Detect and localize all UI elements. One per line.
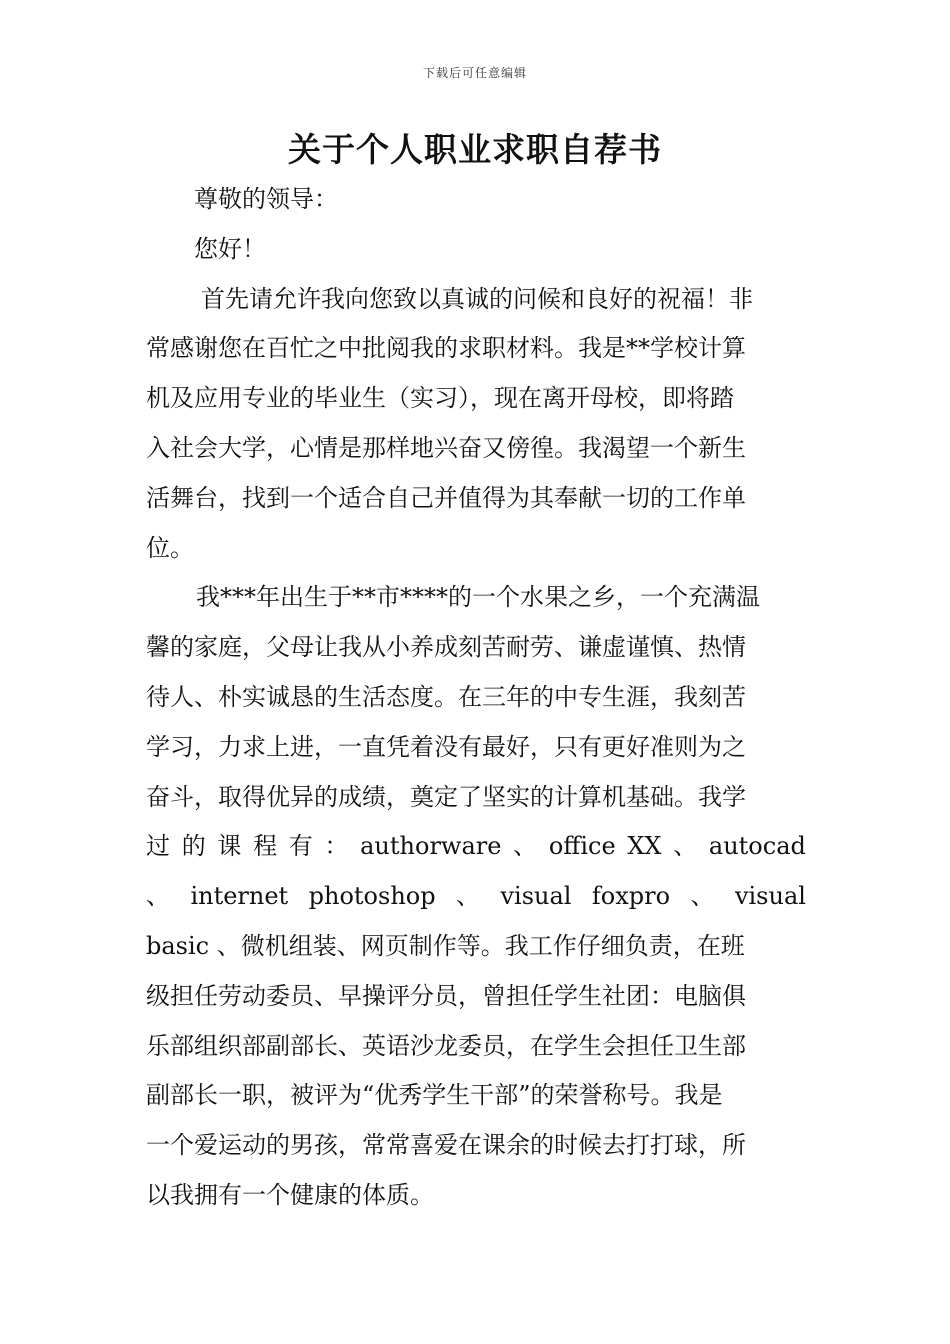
course-token: ：	[324, 832, 349, 861]
salutation: 尊敬的领导：	[194, 185, 338, 213]
paragraph-line: 我***年出生于**市****的一个水果之乡，一个充满温	[196, 583, 760, 612]
courses-line-2	[146, 872, 806, 922]
header-note: 下载后可任意编辑	[422, 66, 527, 80]
paragraph-line: 乐部组织部副部长、英语沙龙委员，在学生会担任卫生部	[146, 1031, 746, 1060]
paragraph-line: 位。	[146, 533, 194, 562]
paragraph-line: 常感谢您在百忙之中批阅我的求职材料。我是**学校计算	[146, 334, 746, 363]
document-title: 关于个人职业求职自荐书	[288, 130, 662, 169]
course-token: 、	[690, 882, 715, 911]
course-token: office	[548, 832, 616, 861]
paragraph-line: 馨的家庭，父母让我从小养成刻苦耐劳、谦虚谨慎、热情	[146, 633, 746, 662]
paragraph-1	[146, 275, 806, 574]
course-token: 的	[181, 832, 206, 861]
course-token: 、	[146, 882, 170, 911]
course-token: 、	[456, 882, 481, 911]
paragraph-line: 首先请允许我向您致以真诚的问候和良好的祝福！非	[201, 284, 753, 313]
letter-body	[146, 175, 806, 1221]
course-token: 、	[513, 832, 538, 861]
paragraph-line: 机及应用专业的毕业生（实习），现在离开母校，即将踏	[146, 384, 734, 413]
paragraph-line: 入社会大学，心情是那样地兴奋又傍徨。我渴望一个新生	[146, 433, 746, 462]
paragraph-line: basic 、微机组装、网页制作等。我工作仔细负责，在班	[146, 931, 745, 960]
paragraph-line: 以我拥有一个健康的体质。	[146, 1180, 434, 1209]
paragraph-line: 奋斗，取得优异的成绩，奠定了坚实的计算机基础。我学	[146, 782, 746, 811]
course-token: photoshop	[308, 882, 436, 911]
paragraph-line: 待人、朴实诚恳的生活态度。在三年的中专生涯，我刻苦	[146, 682, 746, 711]
course-token: 过	[146, 832, 170, 861]
course-token: foxpro	[591, 882, 671, 911]
course-token: authorware	[360, 832, 502, 861]
course-token: visual	[734, 882, 806, 911]
course-token: 有	[288, 832, 313, 861]
greeting: 您好！	[194, 234, 266, 263]
courses-line-1	[146, 822, 806, 872]
paragraph-line: 副部长一职，被评为“优秀学生干部”的荣誉称号。我是	[146, 1081, 723, 1110]
paragraph-line: 活舞台，找到一个适合自己并值得为其奉献一切的工作单	[146, 483, 746, 512]
course-token: 程	[253, 832, 278, 861]
paragraph-line: 学习，力求上进，一直凭着没有最好，只有更好准则为之	[146, 732, 746, 761]
course-token: visual	[500, 882, 572, 911]
course-token: 、	[673, 832, 698, 861]
paragraph-2	[146, 573, 806, 1220]
paragraph-line: 一个爱运动的男孩，常常喜爱在课余的时候去打打球，所	[146, 1131, 746, 1160]
paragraph-line: 级担任劳动委员、早操评分员，曾担任学生社团：电脑俱	[146, 981, 746, 1010]
course-token: XX	[627, 832, 662, 861]
course-token: 课	[217, 832, 242, 861]
course-token: internet	[190, 882, 289, 911]
course-token: autocad	[708, 832, 806, 861]
